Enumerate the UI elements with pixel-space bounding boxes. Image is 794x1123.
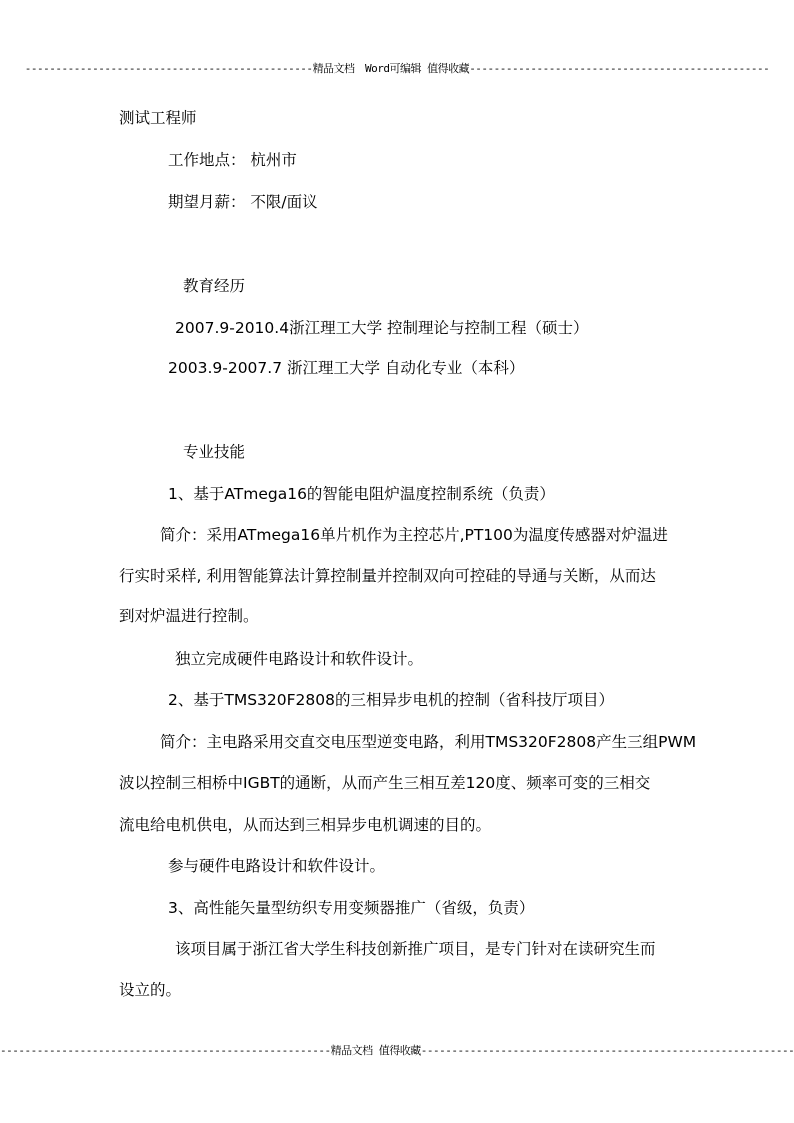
page-header (0, 60, 794, 76)
project-2-intro-line-1: 简介：主电路采用交直交电压型逆变电路，利用TMS320F2808产生三组PWM (160, 733, 697, 751)
project-2-title: 2、基于TMS320F2808的三相异步电机的控制（省科技厅项目） (168, 691, 614, 709)
page-footer (0, 1042, 794, 1058)
footer-text: 精品文档 值得收藏 (330, 1044, 421, 1057)
header-dashes-left: ----------------------------------------------- (24, 62, 313, 75)
header-text: 精品文档 Word可编辑 值得收藏 (312, 62, 470, 75)
education-item-2: 2003.9-2007.7 浙江理工大学 自动化专业（本科） (168, 359, 525, 377)
education-heading: 教育经历 (183, 277, 246, 295)
footer-dashes-left: ------------------------------------------------------ (0, 1044, 331, 1057)
project-1-role: 独立完成硬件电路设计和软件设计。 (175, 650, 424, 668)
project-3-intro-line-2: 设立的。 (119, 981, 182, 999)
footer-dashes-right: ------------------------------------------------------------- (420, 1044, 794, 1057)
skills-heading: 专业技能 (183, 443, 246, 461)
work-location: 工作地点： 杭州市 (168, 151, 297, 169)
education-item-1: 2007.9-2010.4浙江理工大学 控制理论与控制工程（硕士） (175, 319, 589, 337)
project-1-intro-line-2: 行实时采样, 利用智能算法计算控制量并控制双向可控硅的导通与关断，从而达 (119, 567, 656, 585)
expected-salary: 期望月薪： 不限/面议 (168, 193, 318, 211)
project-1-title: 1、基于ATmega16的智能电阻炉温度控制系统（负责） (168, 485, 555, 503)
project-3-intro-line-1: 该项目属于浙江省大学生科技创新推广项目，是专门针对在读研究生而 (175, 940, 656, 958)
project-1-intro-line-1: 简介：采用ATmega16单片机作为主控芯片,PT100为温度传感器对炉温进 (160, 526, 668, 544)
project-2-intro-line-2: 波以控制三相桥中IGBT的通断，从而产生三相互差120度、频率可变的三相交 (119, 774, 651, 792)
header-dashes-right: ------------------------------------------------- (469, 62, 770, 75)
project-3-title: 3、高性能矢量型纺织专用变频器推广（省级，负责） (168, 899, 535, 917)
project-1-intro-line-3: 到对炉温进行控制。 (119, 607, 259, 625)
project-2-intro-line-3: 流电给电机供电，从而达到三相异步电机调速的目的。 (119, 816, 492, 834)
resume-title: 测试工程师 (119, 109, 197, 127)
project-2-role: 参与硬件电路设计和软件设计。 (168, 857, 386, 875)
